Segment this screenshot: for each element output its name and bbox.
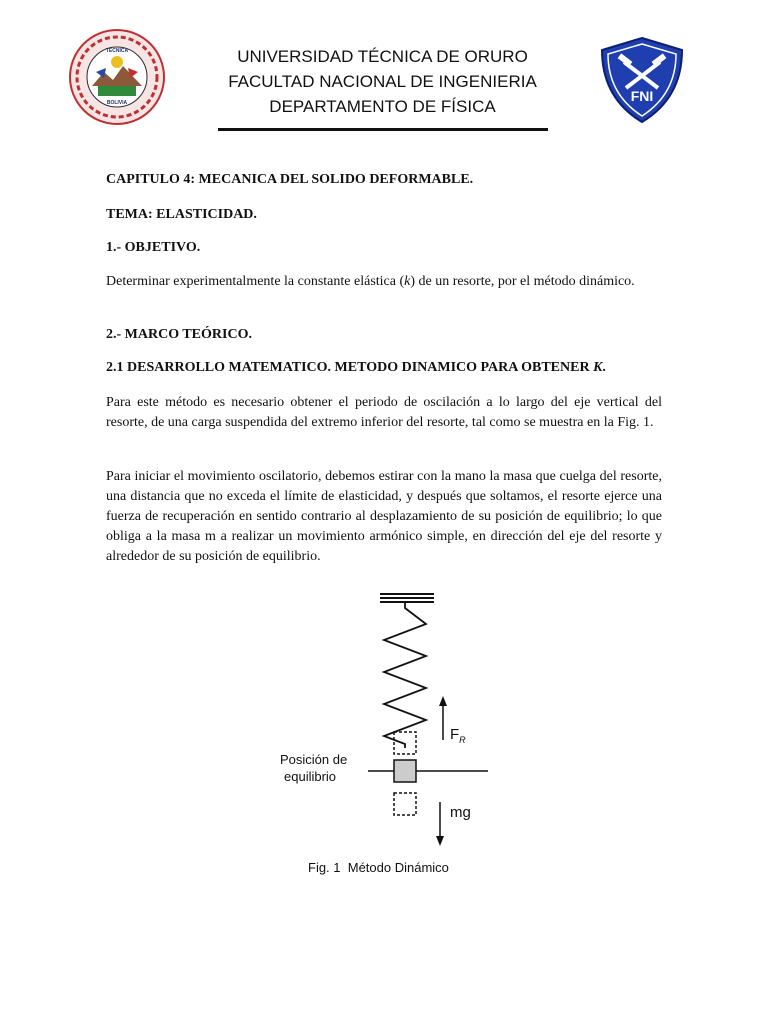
topic-heading: TEMA: ELASTICIDAD.: [106, 207, 257, 222]
paragraph-1: Para este método es necesario obtener el periodo de oscilación a lo largo del eje vertical del resorte, de una carga suspendida del extremo inferior del resorte, tal como se muestra en la Fig. 1.: [106, 395, 662, 430]
subsection-text: 2.1 DESARROLLO MATEMATICO. METODO DINAMICO PARA OBTENER: [106, 360, 594, 375]
subsection-period: .: [602, 360, 606, 375]
objective-paragraph: [106, 272, 662, 292]
equilibrium-label-line2: equilibrio: [284, 769, 337, 784]
weight-label: mg: [450, 804, 471, 821]
subsection-heading: [106, 360, 662, 376]
equilibrium-label-line1: Posición de: [280, 752, 348, 767]
seal-bottom-text: BOLIVIA: [106, 100, 128, 106]
objective-heading: 1.- OBJETIVO.: [106, 240, 201, 255]
mass-block: [394, 760, 416, 782]
figure-1: [280, 588, 490, 880]
force-subscript: R: [459, 735, 466, 745]
fni-shield-icon: [598, 36, 686, 124]
seal-top-text: TÉCNICA: [105, 48, 129, 54]
chapter-heading: CAPITULO 4: MECANICA DEL SOLIDO DEFORMABLE.: [106, 172, 474, 187]
header-divider: [218, 128, 548, 131]
fni-logo-text: FNI: [630, 88, 654, 104]
university-seal-icon: [68, 28, 166, 126]
objective-text-start: Determinar experimentalmente la constante elástica (: [106, 274, 405, 289]
figure-caption: Fig. 1 Método Dinámico: [308, 860, 449, 875]
mass-upper-position: [394, 732, 416, 754]
constant-k-symbol: k: [404, 274, 411, 289]
university-seal-logo: [68, 28, 166, 126]
framework-heading: 2.- MARCO TEÓRICO.: [106, 327, 252, 342]
constant-K-symbol: K: [593, 360, 603, 375]
department-name: DEPARTAMENTO DE FÍSICA: [269, 97, 496, 116]
ceiling-mount: [380, 594, 434, 602]
paragraph-2: Para iniciar el movimiento oscilatorio, debemos estirar con la mano la masa que cuelga del resorte, una distancia que no exceda el límite de elasticidad, y después que soltamos, el resorte ejerce una fuerza de recuperación en sentido contrario al desplazamiento de su posición de equilibrio; lo que obliga a la masa m a realizar un movimiento armónico simple, en dirección del eje del resorte y alrededor de su posición de equilibrio.: [106, 469, 662, 564]
weight-arrow: [436, 802, 444, 846]
objective-text-end: ) de un resorte, por el método dinámico.: [410, 274, 635, 289]
university-name: UNIVERSIDAD TÉCNICA DE ORURO: [237, 47, 528, 66]
mass-lower-position: [394, 793, 416, 815]
restoring-force-label: [450, 726, 466, 745]
restoring-force-arrow: [439, 696, 447, 740]
spring-coil: [384, 602, 426, 748]
force-symbol: F: [450, 726, 460, 743]
fni-shield-logo: [598, 36, 686, 124]
faculty-name: FACULTAD NACIONAL DE INGENIERIA: [228, 72, 537, 91]
